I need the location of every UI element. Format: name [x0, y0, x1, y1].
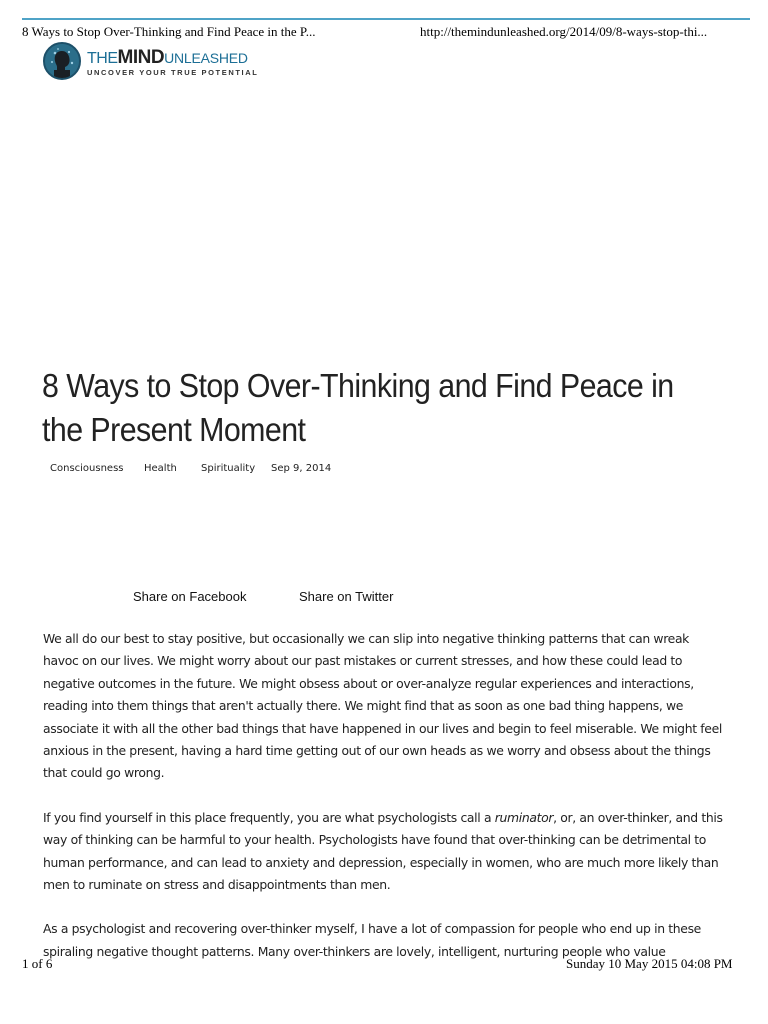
logo-wordmark [87, 48, 248, 67]
paragraph-text: , or, an over-thinker, and this way of thinking can be harmful to your health. Psychologists have found that over-thinking can be detrimental to human performance, and can lead to anxiety and depression, especially in women, who are much more likely than men to ruminate on stress and disappointments than men. [43, 809, 723, 893]
site-logo[interactable] [43, 42, 273, 82]
paragraph: As a psychologist and recovering over-thinker myself, I have a lot of compassion for people who end up in these spiraling negative thought patterns. Many over-thinkers are lovely, intelligent, nurturing people who value [43, 921, 701, 959]
category-link-consciousness[interactable]: Consciousness [50, 463, 124, 474]
logo-unleashed: UNLEASHED [164, 50, 248, 66]
header-rule [22, 18, 750, 20]
article-date: Sep 9, 2014 [271, 463, 332, 474]
paragraph: We all do our best to stay positive, but occasionally we can slip into negative thinking patterns that can wreak havoc on our lives. We might worry about our past mistakes or current stresses, and how these could lead to negative outcomes in the future. We might obsess about or over-analyze regular experiences and interactions, reading into them things that aren't actually there. We might find that as soon as one bad thing happens, we associate it with all the other bad things that have happened in our lives and begin to feel miserable. We might feel anxious in the present, having a hard time getting out of our own heads as we worry and obsess about the things that could go wrong. [43, 631, 722, 781]
header-url[interactable]: http://themindunleashed.org/2014/09/8-ways-stop-thi... [420, 24, 708, 39]
logo-mind: MIND [117, 47, 165, 68]
emphasis-ruminator: ruminator [494, 809, 554, 825]
footer-print-date: Sunday 10 May 2015 04:08 PM [566, 956, 733, 971]
article-meta [50, 463, 331, 474]
print-header [0, 0, 768, 42]
logo-the: THE [87, 50, 118, 67]
logo-tagline: UNCOVER YOUR TRUE POTENTIAL [87, 68, 259, 77]
logo-head-icon [43, 42, 81, 80]
category-link-health[interactable]: Health [144, 463, 177, 474]
article-title: 8 Ways to Stop Over-Thinking and Find Peace in the Present Moment [42, 367, 674, 448]
footer-page-number: 1 of 6 [22, 956, 53, 971]
paragraph-text: If you find yourself in this place frequently, you are what psychologists call a [43, 809, 495, 825]
share-facebook-button[interactable]: Share on Facebook [133, 589, 247, 604]
paragraph [43, 807, 727, 897]
category-link-spirituality[interactable]: Spirituality [201, 463, 256, 474]
share-twitter-button[interactable]: Share on Twitter [299, 589, 394, 604]
article-body [43, 628, 727, 962]
header-page-title: 8 Ways to Stop Over-Thinking and Find Peace in the P... [22, 24, 316, 39]
